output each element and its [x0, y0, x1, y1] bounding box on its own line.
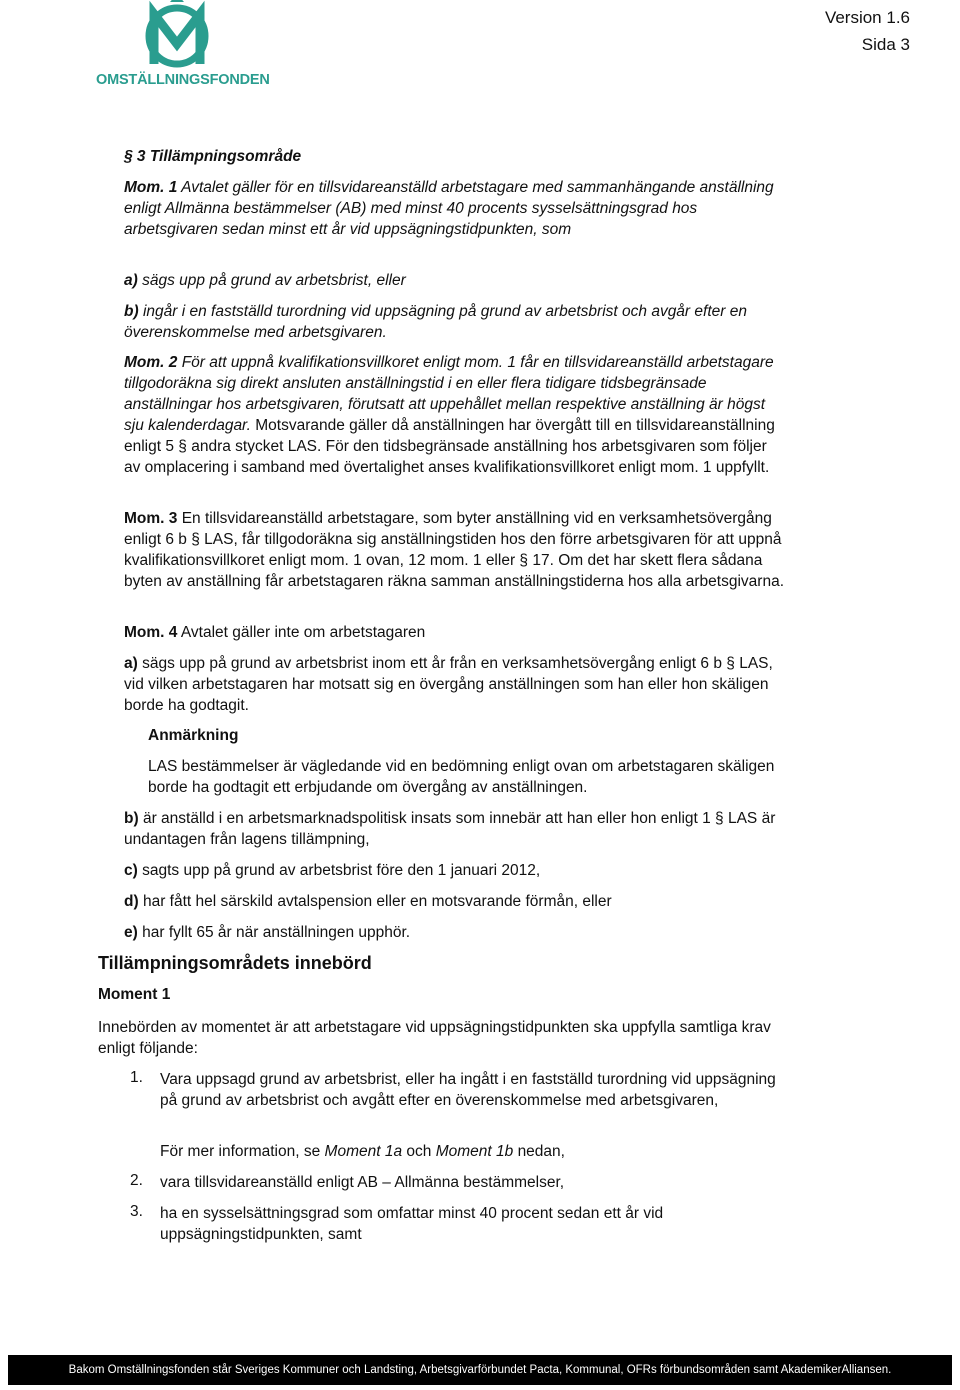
list-item: vara tillsvidareanställd enligt AB – Allmänna bestämmelser, — [160, 1174, 565, 1191]
mom2-text3: För den tidsbegränsade anställning hos arbetsgivaren som följer av omplacering i samband med övertalighet anses kvalifikationsvillkoret enligt mom. 1 uppfyllt. — [124, 438, 770, 476]
mom4-d-label: d) — [124, 893, 139, 910]
mom3-label: Mom. 3 — [124, 510, 178, 527]
mom3-paragraph — [124, 508, 784, 592]
list-item: ha en sysselsättningsgrad som omfattar minst 40 procent sedan ett år vid uppsägningstidpunkten, samt — [160, 1205, 664, 1243]
mom4-label: Mom. 4 — [124, 624, 178, 641]
moment-1a-link[interactable]: Moment 1a — [324, 1143, 403, 1160]
mom4-d-text: har fått hel särskild avtalspension eller en motsvarande förmån, eller — [142, 893, 612, 910]
mom2-paragraph — [124, 352, 784, 478]
mom4-e — [124, 922, 784, 943]
mom4-text: Avtalet gäller inte om arbetstagaren — [180, 624, 426, 641]
list-number: 2. — [130, 1172, 143, 1189]
more-info — [160, 1141, 780, 1162]
mom3-text: En tillsvidareanställd arbetstagare, som byter anställning vid en verksamhetsövergång enligt 6 b § LAS, får tillgodoräkna sig anställningstiden hos den förre arbetsgivaren för att uppnå kvalifikationsvillkoret enligt mom. 1 ovan, 12 mom. 1 eller § 17. Om det har skett flera sådana byten av anställning får arbetstagaren räkna samman anställningstiderna hos alla arbetsgivarna. — [124, 510, 784, 590]
more-info-pre: För mer information, se — [160, 1143, 321, 1160]
interpretation-heading: Tillämpningsområdets innebörd — [98, 953, 372, 973]
mom4-a-label: a) — [124, 655, 138, 672]
mom2-label: Mom. 2 — [124, 354, 178, 371]
mom1-a-text: sägs upp på grund av arbetsbrist, eller — [142, 272, 406, 289]
mom1-b-label: b) — [124, 303, 139, 320]
moment-1-heading: Moment 1 — [98, 986, 171, 1003]
mom4-d — [124, 891, 784, 912]
mom1-label: Mom. 1 — [124, 179, 178, 196]
logo-wordmark: OMSTÄLLNINGSFONDEN — [96, 72, 270, 88]
mom4-b-label: b) — [124, 810, 139, 827]
mom2-text1: får en tillsvidareanställd arbetstagare tillgodoräkna sig direkt ansluten anställningstid i en eller flera tidigare tidsbegränsade anställningar hos arbetsgivaren, förutsatt att uppehållet mellan respektive anställning är högst sju kalenderdagar. — [124, 354, 774, 434]
interpretation-intro: Innebörden av momentet är att arbetstagare vid uppsägningstidpunkten ska uppfylla samtliga krav enligt följande: — [98, 1019, 771, 1057]
mom1-a — [124, 270, 784, 291]
list-number: 3. — [130, 1203, 143, 1220]
mom1-text: Avtalet gäller för en tillsvidareanställd arbetstagare med sammanhängande anställning enligt Allmänna bestämmelser (AB) med minst 40 procents sysselsättningsgrad hos arbetsgivaren sedan minst ett år vid uppsägningstidpunkten, som — [124, 179, 774, 238]
footer-bar: Bakom Omställningsfonden står Sveriges Kommuner och Landsting, Arbetsgivarförbundet Pacta, Kommunal, OFRs förbundsområden samt AkademikerAlliansen. — [8, 1355, 952, 1385]
note-text: LAS bestämmelser är vägledande vid en bedömning enligt ovan om arbetstagaren skäligen borde ha godtagit ett erbjudande om övergång av anställningen. — [148, 758, 775, 796]
list-number: 1. — [130, 1069, 143, 1086]
mom1-b — [124, 301, 784, 343]
mom4-a — [124, 653, 784, 716]
mom2-text2: Motsvarande gäller då anställningen har övergått till en tillsvidareanställning enligt 5 § andra stycket LAS. — [124, 417, 775, 455]
mom4-c — [124, 860, 784, 881]
note-title: Anmärkning — [148, 727, 239, 744]
section-title: § 3 Tillämpningsområde — [124, 148, 302, 165]
version-label: Version 1.6 — [824, 8, 910, 27]
page-number: Sida 3 — [861, 35, 910, 54]
mom4-c-text: sagts upp på grund av arbetsbrist före den 1 januari 2012, — [142, 862, 541, 879]
mom4-b-text: är anställd i en arbetsmarknadspolitisk insats som innebär att han eller hon enligt 1 § LAS är undantagen från lagens tillämpning, — [124, 810, 776, 848]
mom2-title: För att uppnå kvalifikationsvillkoret enligt mom. 1 — [181, 354, 516, 371]
mom4-paragraph — [124, 622, 784, 643]
moment-1b-link[interactable]: Moment 1b — [435, 1143, 514, 1160]
mom4-b — [124, 808, 784, 850]
version-block — [825, 4, 910, 58]
mom1-b-text: ingår i en fastställd turordning vid uppsägning på grund av arbetsbrist och avgår efter en överenskommelse med arbetsgivaren. — [124, 303, 747, 341]
mom4-e-label: e) — [124, 924, 138, 941]
list-item: Vara uppsagd grund av arbetsbrist, eller ha ingått i en fastställd turordning vid uppsägning på grund av arbetsbrist och avgått efter en överenskommelse med arbetsgivaren, — [160, 1071, 776, 1109]
mom4-e-text: har fyllt 65 år när anställningen upphör. — [142, 924, 411, 941]
mom1-paragraph — [124, 177, 784, 240]
mom4-a-text: sägs upp på grund av arbetsbrist inom ett år från en verksamhetsövergång enligt 6 b § LAS, vid vilken arbetstagaren har motsatt sig en övergång anställningen som han eller hon skäligen borde ha godtagit. — [124, 655, 773, 714]
more-info-post: nedan, — [517, 1143, 565, 1160]
mom1-a-label: a) — [124, 272, 138, 289]
mom4-c-label: c) — [124, 862, 138, 879]
more-info-mid: och — [406, 1143, 432, 1160]
